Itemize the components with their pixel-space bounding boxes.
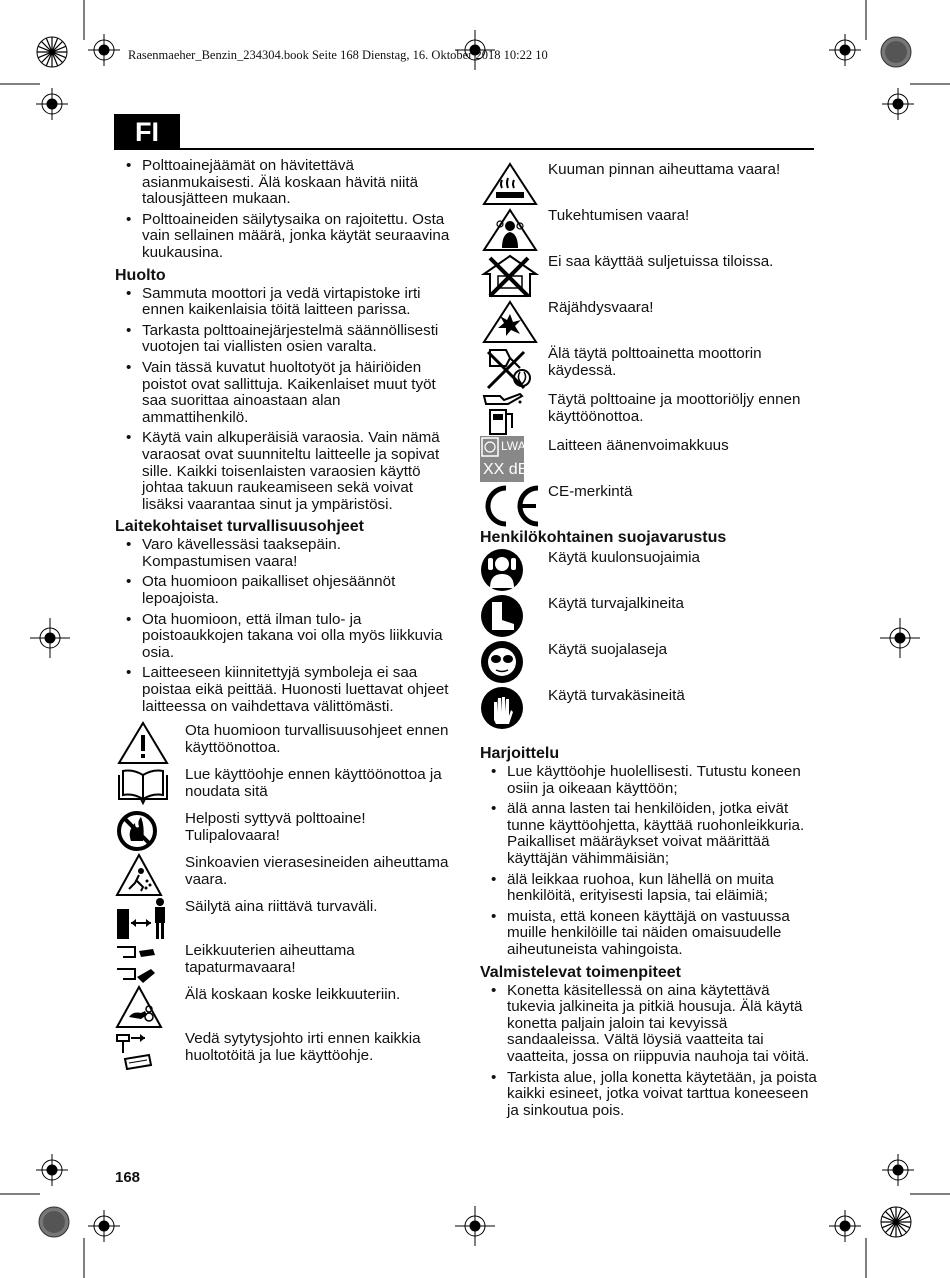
list-item: • Vain tässä kuvatut huoltotyöt ja häiriöiden poistot ovat sallittuja. Kaikenlaiset muut työt saa suorittaa ainoastaan alan ammattihenkilö. [115, 360, 450, 426]
symbol-row [115, 765, 450, 809]
symbol-text: Käytä suojalaseja [548, 641, 668, 658]
symbol-text: Laitteen äänenvoimakkuus [548, 437, 729, 454]
symbol-row [480, 640, 820, 686]
harjoittelu-bullet-list [480, 764, 820, 959]
symbol-text: Käytä kuulonsuojaimia [548, 549, 700, 566]
symbol-text: Älä koskaan koske leikkuuteriin. [185, 986, 401, 1004]
blade-injury-icon [115, 941, 175, 987]
symbol-row [115, 809, 450, 853]
symbol-text: Kuuman pinnan aiheuttama vaara! [548, 161, 781, 178]
fuel-oil-icon [480, 390, 540, 436]
symbol-text: Säilytä aina riittävä turvaväli. [185, 898, 378, 916]
ppe-symbol-list [480, 548, 820, 732]
symbol-row [480, 252, 820, 298]
symbol-row [480, 390, 820, 436]
sound-power-icon [480, 436, 540, 482]
symbol-row [115, 985, 450, 1029]
symbol-text: Tukehtumisen vaara! [548, 207, 690, 224]
intro-bullet-list [115, 158, 450, 262]
symbol-text: Ota huomioon turvallisuusohjeet ennen käyttöönottoa. [185, 722, 449, 756]
symbol-row [480, 344, 820, 390]
symbol-text: Täytä polttoaine ja moottoriöljy ennen käyttöönottoa. [548, 391, 801, 425]
symbol-text: Helposti syttyvä polttoaine! Tulipalovaara! [185, 810, 366, 844]
ce-mark-icon [480, 482, 540, 528]
left-column [115, 158, 450, 1073]
right-column [480, 160, 820, 1123]
list-item: • älä leikkaa ruohoa, kun lähellä on muita henkilöitä, erityisesti lapsia, tai eläimiä; [480, 872, 820, 905]
right-symbol-list [480, 160, 820, 528]
list-item: • Tarkista alue, jolla konetta käytetään, ja poista kaikki esineet, jotka voivat tarttua koneeseen ja sinkoutua pois. [480, 1070, 820, 1120]
section-heading-laitekohtaiset: Laitekohtaiset turvallisuusohjeet [115, 518, 364, 536]
symbol-row [480, 298, 820, 344]
section-heading-harjoittelu: Harjoittelu [480, 745, 560, 762]
symbol-row [480, 548, 820, 594]
symbol-text: Räjähdysvaara! [548, 299, 654, 316]
no-open-flame-icon [115, 809, 175, 855]
safety-gloves-icon [480, 686, 540, 732]
manual-book-icon [115, 765, 175, 811]
hot-surface-icon [480, 160, 540, 206]
symbol-row [480, 686, 820, 732]
symbol-row [115, 721, 450, 765]
suffocation-icon [480, 206, 540, 252]
safe-distance-icon [115, 897, 175, 943]
sound-badge-bottom: XX dB [483, 461, 529, 478]
symbol-row [480, 482, 820, 528]
symbol-text: Vedä sytytysjohto irti ennen kaikkia huoltotöitä ja lue käyttöohje. [185, 1030, 421, 1064]
symbol-row [480, 160, 820, 206]
page-number: 168 [115, 1169, 141, 1186]
symbol-row [480, 594, 820, 640]
list-item: • Laitteeseen kiinnitettyjä symboleja ei saa poistaa eikä peittää. Huonosti luettavat ohjeet laitteessa on vaihdettava välittömästi. [115, 665, 450, 715]
list-item: • Sammuta moottori ja vedä virtapistoke irti ennen kaikenlaisia töitä laitteen parissa. [115, 286, 450, 319]
symbol-text: Ei saa käyttää suljetuissa tiloissa. [548, 253, 774, 270]
valmistelevat-bullet-list [480, 983, 820, 1120]
symbol-text: Käytä turvakäsineitä [548, 687, 685, 704]
list-item: • Konetta käsitellessä on aina käytettävä tukevia jalkineita ja pitkiä housuja. Älä käytä konetta paljain jaloin tai kevyissä sandaaleissa. Vältä löysiä vaatteita tai vaatteita, jossa on riippuvia nauhoja tai vöitä. [480, 983, 820, 1066]
symbol-row [115, 941, 450, 985]
sound-badge-top: LWA [501, 439, 526, 453]
section-heading-ppe: Henkilökohtainen suojavarustus [480, 529, 727, 546]
symbol-row [480, 436, 820, 482]
list-item: • Ota huomioon, että ilman tulo- ja poistoaukkojen takana voi olla myös liikkuvia osia. [115, 612, 450, 662]
symbol-text: Sinkoavien vierasesineiden aiheuttama vaara. [185, 854, 449, 888]
warning-triangle-icon [115, 721, 175, 767]
huolto-bullet-list [115, 286, 450, 514]
symbol-text: Leikkuuterien aiheuttama tapaturmavaara! [185, 942, 355, 976]
safety-boots-icon [480, 594, 540, 640]
print-header: Rasenmaeher_Benzin_234304.book Seite 168 Dienstag, 16. Oktober 2018 10:22 10 [128, 48, 548, 62]
section-heading-valmistelevat: Valmistelevat toimenpiteet [480, 963, 681, 981]
list-item: • Polttoainejäämät on hävitettävä asianmukaisesti. Älä koskaan hävitä niitä talousjätteen mukaan. [115, 158, 450, 208]
symbol-text: Älä täytä polttoainetta moottorin käydessä. [548, 345, 762, 379]
language-tab: FI [114, 114, 180, 150]
section-heading-huolto: Huolto [115, 266, 166, 284]
list-item: • Käytä vain alkuperäisiä varaosia. Vain nämä varaosat ovat suunniteltu laitteelle ja sopivat sille. Kaikki toisenlaisten varaosien käyttö johtaa takuun raukeamiseen sekä voivat lisäksi vaarantaa sinut ja ympäristösi. [115, 430, 450, 513]
list-item: • älä anna lasten tai henkilöiden, jotka eivät tunne käyttöohjetta, käyttää ruohonleikkuria. Paikalliset määräykset voivat määrittää käyttäjän vähimmäisiän; [480, 801, 820, 867]
symbol-text: Käytä turvajalkineita [548, 595, 684, 612]
symbol-row [115, 1029, 450, 1073]
spark-plug-disconnect-icon [115, 1029, 175, 1075]
list-item: • Tarkasta polttoainejärjestelmä säännöllisesti vuotojen tai viallisten osien varalta. [115, 323, 450, 356]
symbol-row [115, 853, 450, 897]
no-refuel-running-icon [480, 344, 540, 390]
list-item: • Ota huomioon paikalliset ohjesäännöt lepoajoista. [115, 574, 450, 607]
laitekohtaiset-bullet-list [115, 537, 450, 715]
blade-hand-warning-icon [115, 985, 175, 1031]
symbol-row [480, 206, 820, 252]
safety-goggles-icon [480, 640, 540, 686]
list-item: • Varo kävellessäsi taaksepäin. Kompastumisen vaara! [115, 537, 450, 570]
symbol-text: CE-merkintä [548, 483, 633, 500]
symbol-row [115, 897, 450, 941]
list-item: • Lue käyttöohje huolellisesti. Tutustu koneen osiin ja oikeaan käyttöön; [480, 764, 820, 797]
ear-protection-icon [480, 548, 540, 594]
left-symbol-list [115, 721, 450, 1073]
symbol-text: Lue käyttöohje ennen käyttöönottoa ja noudata sitä [185, 766, 442, 800]
list-item: • muista, että koneen käyttäjä on vastuussa muille henkilöille tai näiden omaisuudelle aiheutuneista vahingoista. [480, 909, 820, 959]
no-indoor-use-icon [480, 252, 540, 298]
list-item: • Polttoaineiden säilytysaika on rajoitettu. Osta vain sellainen määrä, jonka käytät seuraavina kuukausina. [115, 212, 450, 262]
flying-objects-icon [115, 853, 175, 899]
header-rule [114, 148, 814, 150]
explosion-icon [480, 298, 540, 344]
